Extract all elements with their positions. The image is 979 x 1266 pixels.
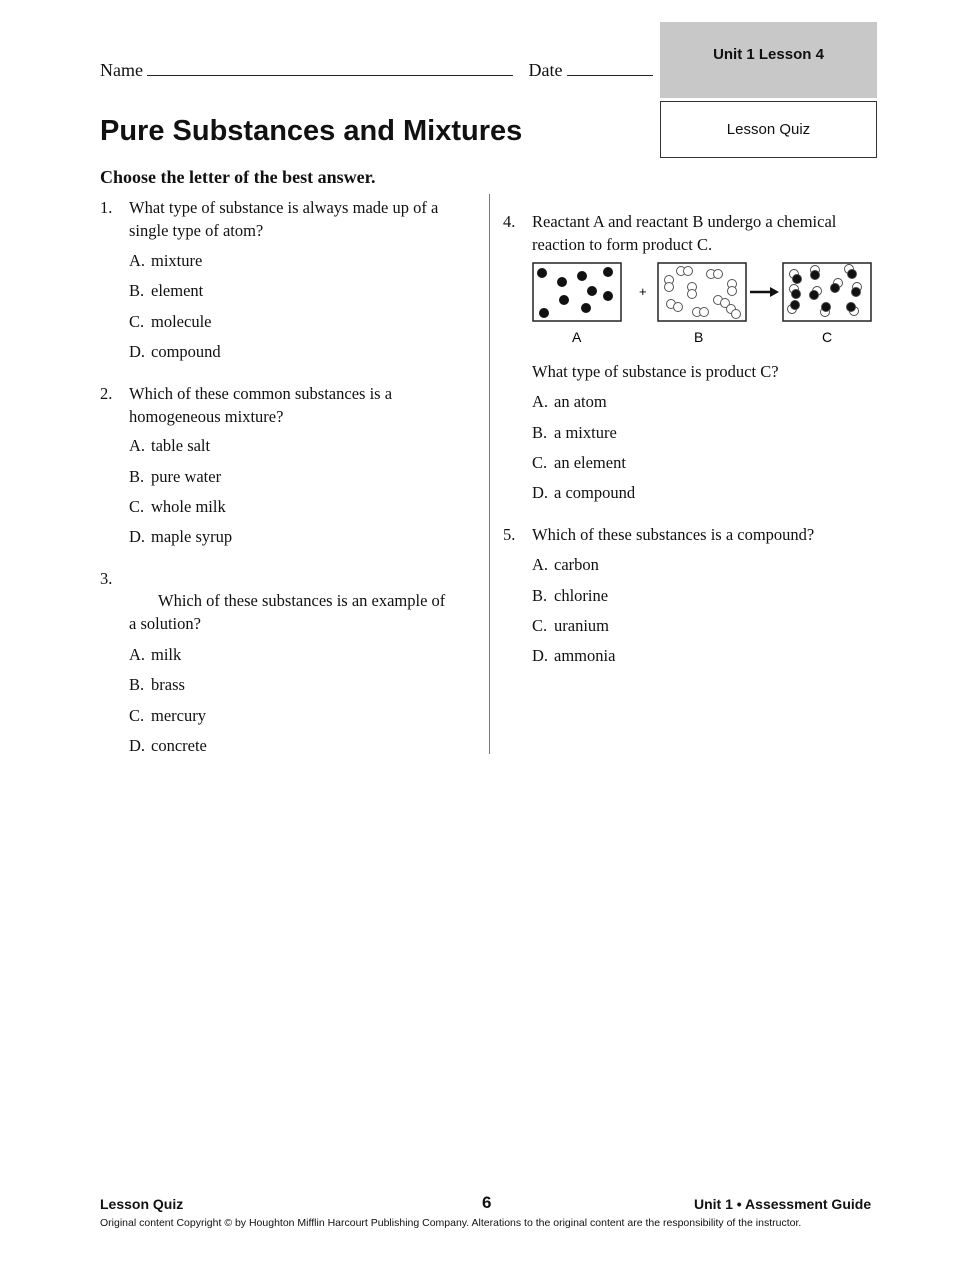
question-stem: Which of these substances is an example of a solution? [129, 591, 446, 633]
plus-sign: + [639, 284, 647, 299]
label-c: C [822, 329, 833, 345]
footer-left: Lesson Quiz [100, 1196, 184, 1212]
label-b: B [694, 329, 704, 345]
lesson-quiz-box: Lesson Quiz [660, 101, 877, 158]
option-d[interactable]: D. ammonia [532, 646, 616, 665]
page-number: 6 [482, 1193, 492, 1212]
follow-up-question: What type of substance is product C? [532, 362, 779, 381]
option-c[interactable]: C. mercury [129, 706, 206, 725]
option-c[interactable]: C. uranium [532, 616, 609, 635]
copyright-notice: Original content Copyright © by Houghton Mifflin Harcourt Publishing Company. Alterations to the original content are the responsibility of the instructor. [100, 1217, 802, 1229]
reactant-a-box [533, 263, 621, 321]
question-number: 2. [100, 384, 113, 403]
product-c-box [783, 263, 871, 321]
option-b[interactable]: B. brass [129, 675, 185, 694]
option-a[interactable]: A. milk [129, 645, 182, 664]
name-blank[interactable] [147, 61, 513, 76]
option-c[interactable]: C. whole milk [129, 497, 226, 516]
option-d[interactable]: D. maple syrup [129, 527, 233, 546]
date-label: Date [528, 60, 563, 80]
label-a: A [572, 329, 582, 345]
option-b[interactable]: B. a mixture [532, 423, 617, 442]
question-stem: Which of these substances is a compound? [532, 525, 815, 544]
option-b[interactable]: B. chlorine [532, 586, 609, 605]
unit-lesson-box: Unit 1 Lesson 4 [660, 22, 877, 98]
question-number: 1. [100, 198, 113, 217]
option-d[interactable]: D. compound [129, 342, 221, 361]
option-a[interactable]: A. carbon [532, 555, 599, 574]
column-divider [489, 194, 490, 754]
question-stem: Reactant A and reactant B undergo a chemical reaction to form product C. [532, 212, 837, 254]
option-d[interactable]: D. concrete [129, 736, 207, 755]
reactant-b-box [658, 263, 746, 321]
question-stem: What type of substance is always made up of a single type of atom? [129, 198, 439, 240]
option-d[interactable]: D. a compound [532, 483, 636, 502]
reaction-diagram [532, 262, 872, 348]
question-stem: Which of these common substances is a homogeneous mixture? [129, 384, 393, 426]
page-title: Pure Substances and Mixtures [100, 115, 523, 147]
option-b[interactable]: B. pure water [129, 467, 222, 486]
reaction-arrow [750, 287, 779, 297]
footer-right: Unit 1 • Assessment Guide [694, 1196, 872, 1212]
question-number: 5. [503, 525, 516, 544]
option-c[interactable]: C. molecule [129, 312, 212, 331]
option-a[interactable]: A. mixture [129, 251, 203, 270]
option-a[interactable]: A. an atom [532, 392, 607, 411]
option-a[interactable]: A. table salt [129, 436, 211, 455]
instructions: Choose the letter of the best answer. [100, 167, 376, 187]
option-c[interactable]: C. an element [532, 453, 626, 472]
question-number: 3. [100, 569, 113, 588]
name-date-line [100, 60, 653, 81]
date-blank[interactable] [567, 61, 653, 76]
option-b[interactable]: B. element [129, 281, 204, 300]
name-label: Name [100, 60, 143, 80]
question-number: 4. [503, 212, 516, 231]
